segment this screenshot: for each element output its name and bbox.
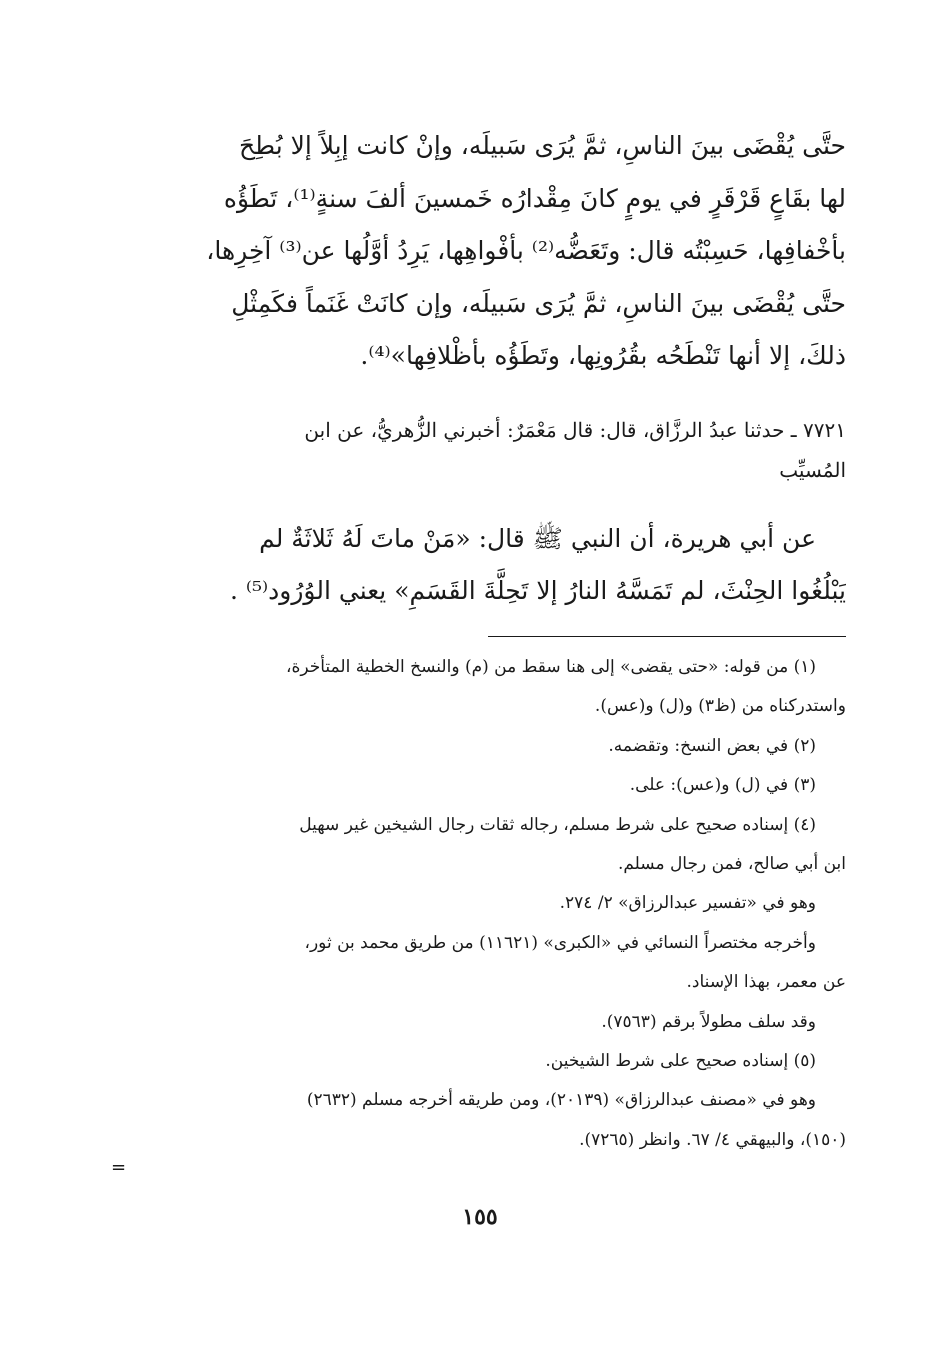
continuation-mark: =	[111, 1157, 127, 1178]
footnote-line: واستدركناه من (ظ٣) و(ل) و(عس).	[594, 696, 846, 717]
footnote-line: ابن أبي صالح، فمن رجال مسلم.	[617, 854, 846, 875]
hadith-matn	[142, 513, 846, 617]
footnote-divider	[488, 636, 846, 637]
main-text	[142, 120, 846, 383]
isnad-line: المُسيِّب	[779, 458, 846, 482]
footnote-line: (٣) في (ل) و(عس): على.	[629, 775, 816, 796]
footnote-line: (٥) إسناده صحيح على شرط الشيخين.	[545, 1051, 816, 1072]
page-number: ١٥٥	[462, 1204, 498, 1230]
footnote-line: (٤) إسناده صحيح على شرط مسلم، رجاله ثقات رجال الشيخين غير سهيل	[299, 814, 816, 835]
main-text-line: لها بقَاعٍ قَرْقَرٍ في يومٍ كانَ مِقْدارُه خَمسينَ ألفَ سنةٍ⁽¹⁾، تَطَؤُه	[223, 183, 846, 213]
matn-line: عن أبي هريرة، أن النبي ﷺ قال: «مَنْ ماتَ لَهُ ثَلاثَةٌ لم	[259, 524, 816, 553]
footnote-line: (١) من قوله: «حتى يقضى» إلى هنا سقط من (م) والنسخ الخطية المتأخرة،	[285, 657, 816, 677]
footnote-line: وهو في «مصنف عبدالرزاق» (٢٠١٣٩)، ومن طريقه أخرجه مسلم (٢٦٣٢)	[306, 1090, 816, 1111]
footnote-line: (١٥٠)، والبيهقي ٤/ ٦٧. وانظر (٧٢٦٥).	[579, 1129, 846, 1150]
footnote-line: وقد سلف مطولاً برقم (٧٥٦٣).	[601, 1011, 816, 1032]
isnad-line: ٧٧٢١ ـ حدثنا عبدُ الرزَّاق، قال: قال مَعْمَرٌ: أخبرني الزُّهريُّ، عن ابن	[304, 418, 846, 442]
hadith-isnad-heading	[142, 410, 846, 490]
footnote-line: وهو في «تفسير عبدالرزاق» ٢/ ٢٧٤.	[559, 893, 816, 914]
main-text-line: حتَّى يُقْضَى بينَ الناسِ، ثمَّ يُرَى سَبيلَه، وإنْ كانت إبِلاً إلا بُطِحَ	[239, 131, 846, 160]
footnote-line: وأخرجه مختصراً النسائي في «الكبرى» (١١٦٢١) من طريق محمد بن ثور،	[304, 932, 816, 953]
matn-line: يَبْلُغُوا الحِنْثَ، لم تَمَسَّهُ النارُ إلا تَحِلَّةَ القَسَمِ» يعني الوُرُود⁽⁵⁾ .	[229, 576, 846, 605]
footnotes	[142, 648, 846, 1160]
main-text-line: بأخْفافِها، حَسِبْتُه قال: وتَعَضُّه⁽²⁾ بأفْواهِها، يَرِدُ أوَّلُها عن⁽³⁾ آخِرِها،	[206, 236, 846, 265]
main-text-line: ذلكَ، إلا أنها تَنْطَحُه بقُرُونِها، وتَطَؤُه بأظْلافِها»⁽⁴⁾.	[360, 341, 846, 370]
footnote-line: عن معمر، بهذا الإسناد.	[686, 972, 846, 993]
footnote-line: (٢) في بعض النسخ: وتقضمه.	[608, 735, 816, 756]
main-text-line: حتَّى يُقْضَى بينَ الناسِ، ثمَّ يُرَى سَبيلَه، وإن كانَتْ غَنَماً فكَمِثْلِ	[231, 288, 846, 318]
